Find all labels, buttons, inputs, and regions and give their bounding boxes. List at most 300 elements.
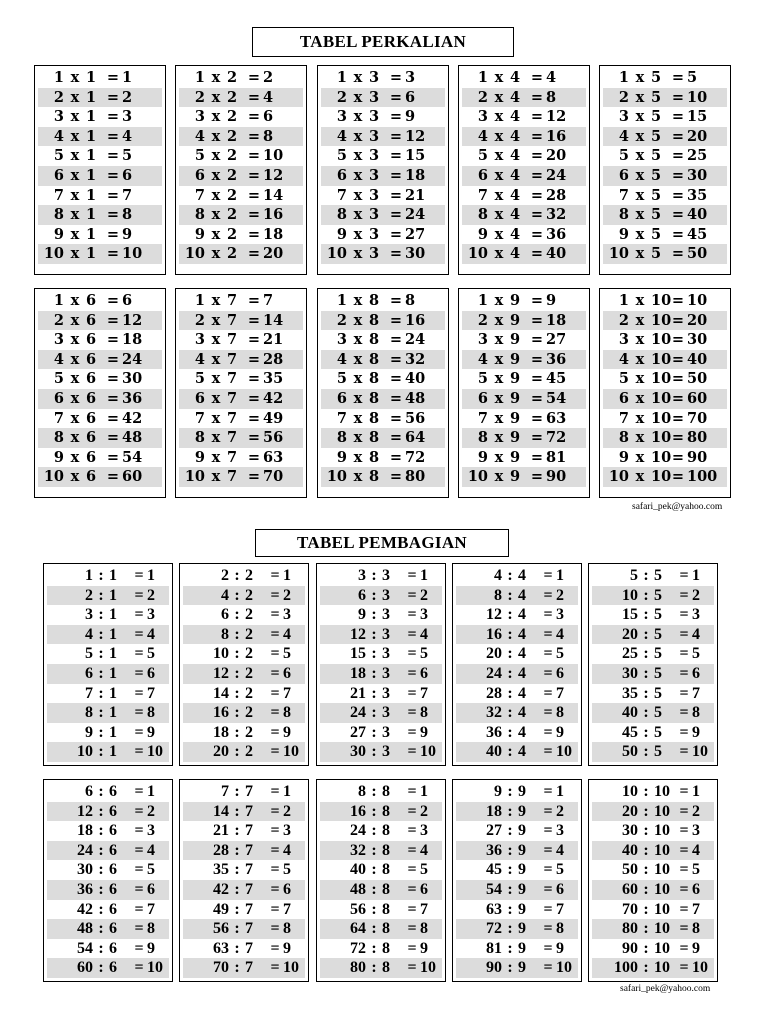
result: 21 <box>263 331 284 349</box>
equals-sign: = <box>679 625 689 643</box>
equals-sign: = <box>671 206 685 224</box>
equals-sign: = <box>407 939 417 957</box>
table-row <box>38 369 162 389</box>
operand-a: 10 <box>622 586 638 604</box>
equals-sign: = <box>671 166 685 184</box>
operator: : <box>98 664 104 682</box>
result: 2 <box>263 69 274 86</box>
equals-sign: = <box>407 959 417 977</box>
equals-sign: = <box>134 586 144 604</box>
table-row <box>179 448 303 468</box>
operand-a: 36 <box>77 880 93 898</box>
multiplication-block-3 <box>317 65 449 275</box>
operand-b: 4 <box>518 625 526 643</box>
result: 30 <box>687 331 708 349</box>
result: 6 <box>147 664 155 682</box>
operand-a: 14 <box>213 684 229 702</box>
operand-b: 7 <box>227 389 238 407</box>
division-block-7 <box>179 779 309 982</box>
operand-a: 16 <box>350 802 366 820</box>
operator: x <box>494 292 504 309</box>
operand-a: 10 <box>608 245 629 263</box>
operator: : <box>371 704 377 722</box>
operand-a: 3 <box>477 108 488 126</box>
operand-b: 10 <box>654 783 670 800</box>
operator: x <box>494 311 504 329</box>
equals-sign: = <box>543 880 553 898</box>
equals-sign: = <box>679 822 689 840</box>
operand-a: 45 <box>486 861 502 879</box>
operand-b: 4 <box>518 743 526 761</box>
result: 72 <box>546 429 567 447</box>
result: 4 <box>420 841 428 859</box>
table-row <box>592 742 714 762</box>
equals-sign: = <box>679 664 689 682</box>
operand-b: 3 <box>382 704 390 722</box>
operand-b: 9 <box>518 841 526 859</box>
table-row <box>47 742 169 762</box>
table-row <box>38 88 162 108</box>
operand-a: 4 <box>618 350 629 368</box>
table-row <box>183 802 305 822</box>
table-row <box>456 723 578 743</box>
operand-b: 8 <box>382 920 390 938</box>
equals-sign: = <box>247 69 261 86</box>
table-row <box>38 205 162 225</box>
operand-a: 1 <box>477 292 488 309</box>
table-row <box>592 821 714 841</box>
result: 50 <box>687 370 708 388</box>
table-row <box>456 625 578 645</box>
operand-a: 8 <box>194 206 205 224</box>
operand-b: 5 <box>651 88 662 106</box>
result: 24 <box>546 166 567 184</box>
table-row <box>38 409 162 429</box>
operand-a: 48 <box>350 880 366 898</box>
equals-sign: = <box>543 743 553 761</box>
equals-sign: = <box>543 606 553 624</box>
table-row <box>456 880 578 900</box>
result: 4 <box>147 625 155 643</box>
table-row <box>321 186 445 206</box>
operand-a: 5 <box>477 147 488 165</box>
operator: : <box>234 861 240 879</box>
operand-a: 80 <box>622 920 638 938</box>
result: 3 <box>556 822 564 840</box>
operator: x <box>494 108 504 126</box>
operand-b: 7 <box>245 920 253 938</box>
operand-a: 36 <box>486 723 502 741</box>
result: 20 <box>546 147 567 165</box>
result: 3 <box>420 606 428 624</box>
operand-b: 5 <box>654 645 662 663</box>
operand-b: 3 <box>382 723 390 741</box>
operand-a: 1 <box>53 69 64 86</box>
result: 5 <box>283 645 291 663</box>
result: 9 <box>692 939 700 957</box>
operand-a: 50 <box>622 743 638 761</box>
result: 21 <box>405 186 426 204</box>
operator: : <box>643 664 649 682</box>
operand-a: 60 <box>77 959 93 977</box>
equals-sign: = <box>389 350 403 368</box>
table-row <box>320 919 442 939</box>
equals-sign: = <box>543 684 553 702</box>
table-row <box>38 107 162 127</box>
operand-b: 4 <box>510 88 521 106</box>
operand-b: 10 <box>651 311 672 329</box>
operator: : <box>643 684 649 702</box>
operand-a: 9 <box>194 225 205 243</box>
table-row <box>462 225 586 245</box>
table-row <box>321 389 445 409</box>
table-row <box>38 467 162 487</box>
table-row <box>47 841 169 861</box>
operand-a: 5 <box>336 370 347 388</box>
operand-a: 9 <box>618 448 629 466</box>
table-row <box>183 644 305 664</box>
equals-sign: = <box>543 841 553 859</box>
operand-b: 8 <box>369 331 380 349</box>
table-row <box>47 821 169 841</box>
equals-sign: = <box>407 841 417 859</box>
result: 2 <box>147 586 155 604</box>
operator: : <box>643 822 649 840</box>
operator: : <box>98 900 104 918</box>
equals-sign: = <box>270 586 280 604</box>
equals-sign: = <box>106 350 120 368</box>
operand-b: 9 <box>518 920 526 938</box>
operator: x <box>353 206 363 224</box>
result: 16 <box>405 311 426 329</box>
operand-b: 8 <box>369 389 380 407</box>
operator: : <box>234 743 240 761</box>
division-block-2 <box>179 563 309 766</box>
operator: x <box>635 292 645 309</box>
operand-b: 1 <box>109 606 117 624</box>
operand-a: 90 <box>486 959 502 977</box>
operator: : <box>234 606 240 624</box>
operand-a: 4 <box>194 127 205 145</box>
equals-sign: = <box>679 684 689 702</box>
operand-b: 9 <box>518 880 526 898</box>
operator: x <box>211 311 221 329</box>
operator: : <box>371 645 377 663</box>
operator: x <box>353 147 363 165</box>
table-row <box>462 186 586 206</box>
operator: x <box>494 468 504 486</box>
equals-sign: = <box>530 245 544 263</box>
multiplication-block-10 <box>599 288 731 498</box>
equals-sign: = <box>679 743 689 761</box>
table-row <box>456 684 578 704</box>
equals-sign: = <box>389 468 403 486</box>
table-row <box>38 127 162 147</box>
table-row <box>321 291 445 311</box>
operand-a: 24 <box>486 664 502 682</box>
operand-b: 3 <box>369 108 380 126</box>
table-row <box>38 244 162 264</box>
operand-b: 6 <box>86 370 97 388</box>
operand-b: 10 <box>651 370 672 388</box>
operand-a: 7 <box>618 409 629 427</box>
result: 30 <box>122 370 143 388</box>
operand-b: 4 <box>510 108 521 126</box>
operator: x <box>635 311 645 329</box>
operand-b: 8 <box>382 861 390 879</box>
table-row <box>603 88 727 108</box>
table-row <box>603 350 727 370</box>
result: 70 <box>687 409 708 427</box>
operator: x <box>635 186 645 204</box>
operator: : <box>507 783 513 800</box>
operand-a: 20 <box>213 743 229 761</box>
table-row <box>47 605 169 625</box>
operator: x <box>494 331 504 349</box>
operand-a: 72 <box>486 920 502 938</box>
operand-b: 7 <box>245 822 253 840</box>
table-row <box>456 605 578 625</box>
result: 9 <box>420 723 428 741</box>
operator: : <box>234 900 240 918</box>
operand-a: 64 <box>350 920 366 938</box>
equals-sign: = <box>679 939 689 957</box>
operand-b: 9 <box>510 331 521 349</box>
operand-b: 4 <box>518 664 526 682</box>
result: 12 <box>122 311 143 329</box>
equals-sign: = <box>389 69 403 86</box>
table-row <box>320 802 442 822</box>
result: 70 <box>263 468 284 486</box>
operand-b: 4 <box>518 704 526 722</box>
operator: : <box>234 920 240 938</box>
operand-b: 10 <box>654 841 670 859</box>
operator: x <box>494 166 504 184</box>
equals-sign: = <box>270 822 280 840</box>
result: 9 <box>692 723 700 741</box>
operand-a: 3 <box>194 331 205 349</box>
table-row <box>462 369 586 389</box>
operator: : <box>234 586 240 604</box>
operand-b: 10 <box>654 802 670 820</box>
operator: : <box>371 723 377 741</box>
operand-b: 3 <box>382 606 390 624</box>
operand-b: 6 <box>109 939 117 957</box>
result: 3 <box>692 822 700 840</box>
equals-sign: = <box>389 225 403 243</box>
table-row <box>456 802 578 822</box>
result: 6 <box>692 664 700 682</box>
operator: x <box>211 245 221 263</box>
equals-sign: = <box>247 448 261 466</box>
operator: : <box>98 959 104 977</box>
equals-sign: = <box>407 684 417 702</box>
table-row <box>183 723 305 743</box>
result: 5 <box>692 645 700 663</box>
result: 24 <box>405 331 426 349</box>
operand-a: 32 <box>350 841 366 859</box>
operand-a: 6 <box>618 166 629 184</box>
table-row <box>179 311 303 331</box>
operand-a: 6 <box>194 166 205 184</box>
result: 28 <box>263 350 284 368</box>
table-row <box>179 467 303 487</box>
operator: x <box>70 292 80 309</box>
result: 6 <box>420 664 428 682</box>
equals-sign: = <box>247 468 261 486</box>
equals-sign: = <box>389 409 403 427</box>
result: 100 <box>687 468 718 486</box>
table-row <box>320 742 442 762</box>
table-row <box>38 186 162 206</box>
equals-sign: = <box>530 166 544 184</box>
equals-sign: = <box>530 409 544 427</box>
operator: : <box>507 723 513 741</box>
operand-b: 3 <box>382 586 390 604</box>
equals-sign: = <box>106 127 120 145</box>
operand-b: 7 <box>245 959 253 977</box>
operand-b: 6 <box>86 331 97 349</box>
table-row <box>321 166 445 186</box>
table-row <box>320 782 442 802</box>
operator: : <box>98 645 104 663</box>
operand-a: 18 <box>77 822 93 840</box>
operand-a: 2 <box>221 567 229 584</box>
operand-b: 1 <box>86 108 97 126</box>
result: 8 <box>405 292 416 309</box>
operator: : <box>643 959 649 977</box>
operand-a: 9 <box>53 448 64 466</box>
equals-sign: = <box>543 920 553 938</box>
operand-a: 9 <box>85 723 93 741</box>
equals-sign: = <box>679 567 689 584</box>
equals-sign: = <box>106 429 120 447</box>
equals-sign: = <box>247 350 261 368</box>
operator: x <box>70 108 80 126</box>
operator: x <box>635 69 645 86</box>
operator: : <box>371 841 377 859</box>
equals-sign: = <box>247 245 261 263</box>
equals-sign: = <box>671 69 685 86</box>
result: 2 <box>692 586 700 604</box>
operand-b: 3 <box>369 225 380 243</box>
result: 54 <box>546 389 567 407</box>
equals-sign: = <box>389 331 403 349</box>
operand-a: 70 <box>213 959 229 977</box>
table-row <box>320 644 442 664</box>
operator: x <box>353 292 363 309</box>
result: 3 <box>283 822 291 840</box>
result: 2 <box>420 586 428 604</box>
operator: : <box>98 704 104 722</box>
equals-sign: = <box>679 880 689 898</box>
operator: x <box>353 245 363 263</box>
equals-sign: = <box>270 939 280 957</box>
operator: : <box>507 939 513 957</box>
result: 6 <box>122 166 133 184</box>
equals-sign: = <box>543 567 553 584</box>
result: 50 <box>687 245 708 263</box>
equals-sign: = <box>270 567 280 584</box>
result: 36 <box>546 225 567 243</box>
operand-a: 9 <box>477 225 488 243</box>
operand-b: 5 <box>654 743 662 761</box>
division-title: TABEL PEMBAGIAN <box>255 529 509 557</box>
division-block-4 <box>452 563 582 766</box>
table-row <box>603 467 727 487</box>
equals-sign: = <box>407 704 417 722</box>
result: 4 <box>556 625 564 643</box>
result: 30 <box>687 166 708 184</box>
result: 8 <box>420 920 428 938</box>
result: 2 <box>556 802 564 820</box>
operand-b: 10 <box>651 389 672 407</box>
operand-a: 6 <box>221 606 229 624</box>
operand-a: 8 <box>221 625 229 643</box>
operand-a: 9 <box>494 783 502 800</box>
operator: x <box>353 311 363 329</box>
equals-sign: = <box>543 783 553 800</box>
table-row <box>320 586 442 606</box>
operand-b: 7 <box>227 350 238 368</box>
equals-sign: = <box>671 88 685 106</box>
equals-sign: = <box>270 723 280 741</box>
operator: x <box>494 206 504 224</box>
table-row <box>320 703 442 723</box>
operand-a: 6 <box>53 166 64 184</box>
result: 25 <box>687 147 708 165</box>
operand-b: 10 <box>654 822 670 840</box>
operand-a: 8 <box>336 429 347 447</box>
operand-b: 6 <box>109 783 117 800</box>
table-row <box>183 684 305 704</box>
operand-a: 8 <box>336 206 347 224</box>
operator: x <box>70 88 80 106</box>
operator: x <box>211 108 221 126</box>
operand-a: 5 <box>618 370 629 388</box>
operand-b: 2 <box>227 69 238 86</box>
operator: x <box>70 389 80 407</box>
operand-a: 56 <box>350 900 366 918</box>
operator: x <box>353 350 363 368</box>
table-row <box>320 723 442 743</box>
operand-b: 9 <box>510 448 521 466</box>
operand-b: 5 <box>651 69 662 86</box>
table-row <box>603 330 727 350</box>
division-block-1 <box>43 563 173 766</box>
operand-b: 7 <box>245 900 253 918</box>
table-row <box>592 880 714 900</box>
operand-a: 9 <box>358 606 366 624</box>
result: 4 <box>122 127 133 145</box>
operand-a: 48 <box>77 920 93 938</box>
operator: x <box>70 429 80 447</box>
operand-a: 15 <box>350 645 366 663</box>
table-row <box>47 782 169 802</box>
result: 15 <box>405 147 426 165</box>
result: 6 <box>122 292 133 309</box>
result: 4 <box>546 69 557 86</box>
equals-sign: = <box>134 684 144 702</box>
result: 7 <box>147 684 155 702</box>
operand-a: 7 <box>194 409 205 427</box>
operand-b: 10 <box>654 939 670 957</box>
result: 3 <box>122 108 133 126</box>
result: 56 <box>405 409 426 427</box>
operand-a: 1 <box>477 69 488 86</box>
operand-a: 28 <box>213 841 229 859</box>
table-row <box>179 428 303 448</box>
